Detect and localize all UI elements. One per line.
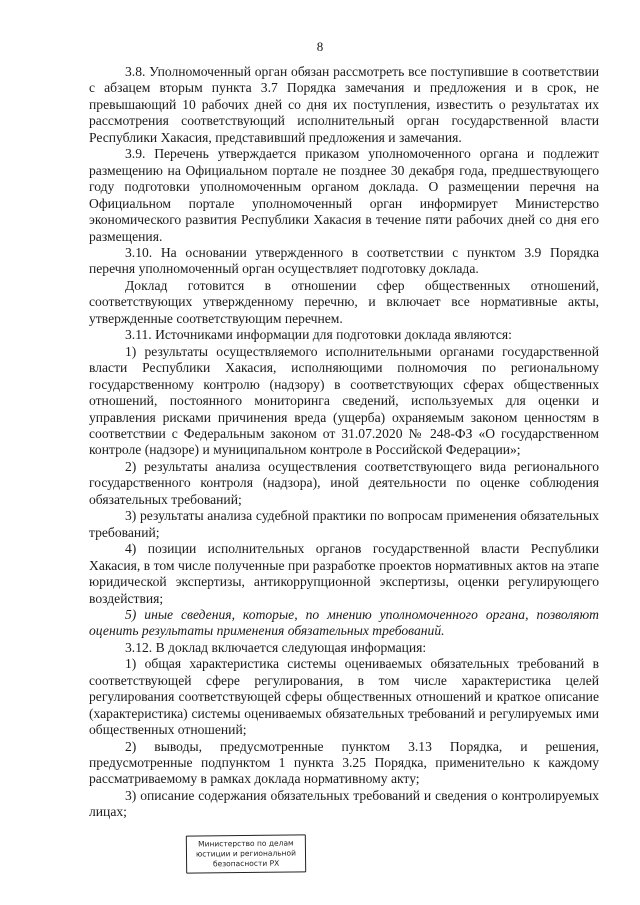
paragraph: 3.9. Перечень утверждается приказом уполномоченного органа и подлежит размещению на Официальном портале не позднее 30 декабря года, предшествующего году подготовки уполномоченным органом доклада. О размещении перечня на Официальном портале уполномоченный орган информирует Министерство экономического развития Республики Хакасия в течение пяти рабочих дней со дня его размещения. [89, 146, 599, 244]
paragraph: 1) результаты осуществляемого исполнительными органами государственной власти Республики Хакасия, исполняющими полномочия по региональному государственному контролю (надзору) в соответствующих сферах общественных отношений, постоянного мониторинга сведений, используемых для оценки и управления рисками причинения вреда (ущерба) охраняемым законом ценностям в соответствии с Федеральным законом от 31.07.2020 № 248-ФЗ «О государственном контроле (надзоре) и муниципальном контроле в Российской Федерации»; [89, 343, 599, 458]
stamp-line: Министерство по делам [198, 838, 294, 849]
paragraph: 5) иные сведения, которые, по мнению уполномоченного органа, позволяют оценить результаты применения обязательных требований. [89, 606, 599, 639]
paragraph: 3) результаты анализа судебной практики по вопросам применения обязательных требований; [89, 508, 599, 540]
paragraph: Доклад готовится в отношении сфер общественных отношений, соответствующих утвержденному перечню, и включает все нормативные акты, утвержденные соответствующим перечнем. [89, 277, 599, 326]
paragraph: 2) результаты анализа осуществления соответствующего вида регионального государственного контроля (надзора), иной деятельности по оценке соблюдения обязательных требований; [89, 458, 599, 507]
ministry-stamp [186, 834, 306, 873]
paragraph: 3.10. На основании утвержденного в соответствии с пунктом 3.9 Порядка перечня уполномоченный орган осуществляет подготовку доклада. [89, 244, 599, 277]
stamp-line: юстиции и региональной [195, 848, 297, 859]
paragraph: 3.8. Уполномоченный орган обязан рассмотреть все поступившие в соответствии с абзацем вторым пункта 3.7 Порядка замечания и предложения и в срок, не превышающий 10 рабочих дней со дня их поступления, известить о результатах их рассмотрения соответствующий исполнительный орган государственной власти Республики Хакасия, представивший предложения и замечания. [89, 64, 599, 145]
paragraph: 3) описание содержания обязательных требований и сведения о контролируемых лицах; [89, 787, 599, 820]
stamp-line: безопасности РХ [212, 858, 280, 869]
paragraph: 2) выводы, предусмотренные пунктом 3.13 Порядка, и решения, предусмотренные подпунктом 1 пункта 3.25 Порядка, применительно к каждому рассматриваемому в рамках доклада нормативному акту; [89, 738, 599, 787]
paragraph: 4) позиции исполнительных органов государственной власти Республики Хакасия, в том числе полученные при разработке проектов нормативных актов на этапе юридической экспертизы, антикоррупционной экспертизы, оценки регулирующего воздействия; [89, 541, 599, 606]
page-number: 8 [316, 39, 324, 54]
paragraph: 1) общая характеристика системы оцениваемых обязательных требований в соответствующей сфере регулирования, в том числе характеристика целей регулирования соответствующей сферы общественных отношений и краткое описание (характеристика) системы оцениваемых обязательных требований и регулируемых ими общественных отношений; [89, 656, 599, 738]
document-body [89, 64, 599, 821]
paragraph: 3.12. В доклад включается следующая информация: [125, 639, 427, 655]
paragraph: 3.11. Источниками информации для подготовки доклада являются: [125, 327, 512, 343]
